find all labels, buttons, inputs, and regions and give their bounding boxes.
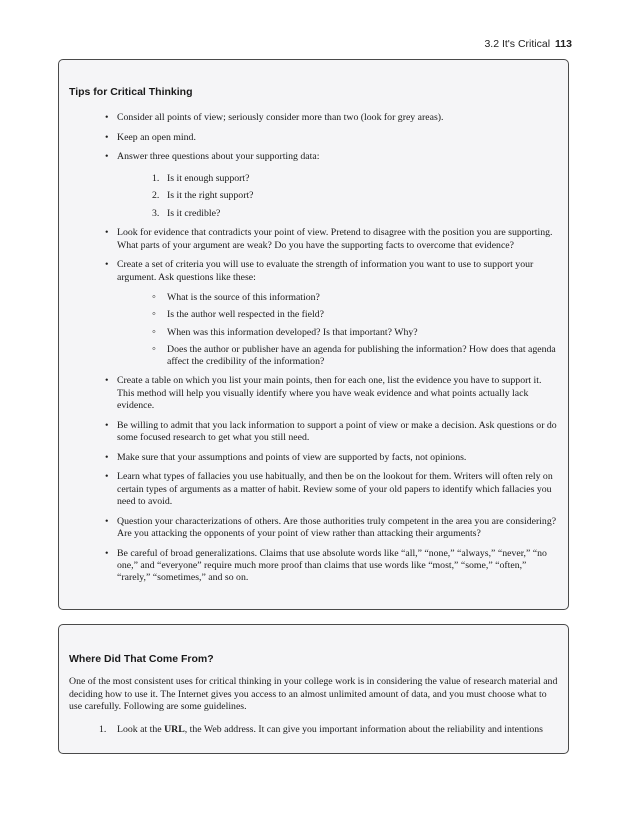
list-item: • Create a set of criteria you will use to evaluate the strength of information you want to use to support your argument. Ask questions like these: ◦ What is the source of this information? ◦ Is the author well respected in the field? ◦ When was this information developed? Is that important? Why? ◦ Does the author or publisher have an agenda for publishing the information? How does that agenda affect the credibility of the information? xyxy=(105,259,559,368)
list-item: ◦ Is the author well respected in the field? xyxy=(152,309,559,321)
tips-list xyxy=(105,112,559,592)
list-item: • Create a table on which you list your main points, then for each one, list the evidence you have to support it. This method will help you visually identify where you have weak evidence and what points actually lack evidence. xyxy=(105,375,559,412)
list-item: • Make sure that your assumptions and points of view are supported by facts, not opinions. xyxy=(105,452,559,464)
list-item: • Keep an open mind. xyxy=(105,132,559,144)
criteria-list xyxy=(117,292,559,368)
tips-box xyxy=(58,59,569,610)
source-box-title: Where Did That Come From? xyxy=(69,653,214,665)
guidelines-list xyxy=(99,724,559,737)
list-item: 1. Is it enough support? xyxy=(152,172,250,184)
list-item: • Question your characterizations of others. Are those authorities truly competent in the area you are considering? Are you attacking the opponents of your point of view rather than attacking their arguments? xyxy=(105,516,559,541)
list-item: • Be careful of broad generalizations. Claims that use absolute words like “all,” “none,” “always,” “never,” “no one,” and “everyone” require much more proof than claims that use words like “most,” “some,” “often,” “rarely,” “sometimes,” and so on. xyxy=(105,548,559,585)
list-item: 2. Is it the right support? xyxy=(152,190,254,202)
list-item: ◦ What is the source of this information? xyxy=(152,292,559,304)
source-box xyxy=(58,624,569,754)
running-head xyxy=(484,38,572,50)
tips-box-title: Tips for Critical Thinking xyxy=(69,86,193,98)
section-title: 3.2 It's Critical xyxy=(484,38,551,50)
list-item: 3. Is it credible? xyxy=(152,207,221,219)
list-item: • Look for evidence that contradicts your point of view. Pretend to disagree with the position you are supporting. What parts of your argument are weak? Do you have the supporting facts to overcome that evidence? xyxy=(105,227,559,252)
page-number: 113 xyxy=(555,38,572,50)
list-item: ◦ When was this information developed? Is that important? Why? xyxy=(152,327,559,339)
list-item: • Be willing to admit that you lack information to support a point of view or make a decision. Ask questions or do some focused research to get what you still need. xyxy=(105,420,559,445)
list-item: 1. Look at the URL, the Web address. It can give you important information about the reliability and intentions xyxy=(99,724,543,735)
url-term: URL xyxy=(164,724,185,735)
list-item: • Learn what types of fallacies you use habitually, and then be on the lookout for them. Writers will often rely on certain types of arguments as a matter of habit. Review some of your old papers to identify which fallacies you need to avoid. xyxy=(105,471,559,508)
list-item: ◦ Does the author or publisher have an agenda for publishing the information? How does that agenda affect the credibility of the information? xyxy=(152,344,559,368)
source-box-paragraph: One of the most consistent uses for critical thinking in your college work is in considering the value of research material and deciding how to use it. The Internet gives you access to an almost unlimited amount of data, and you must choose what to use carefully. Following are some guidelines. xyxy=(69,676,558,713)
list-item: • Answer three questions about your supporting data: 1. Is it enough support? 2. Is it the right support? 3. Is it credible? xyxy=(105,151,559,219)
questions-list xyxy=(117,173,559,220)
list-item: • Consider all points of view; seriously consider more than two (look for grey areas). xyxy=(105,112,559,124)
